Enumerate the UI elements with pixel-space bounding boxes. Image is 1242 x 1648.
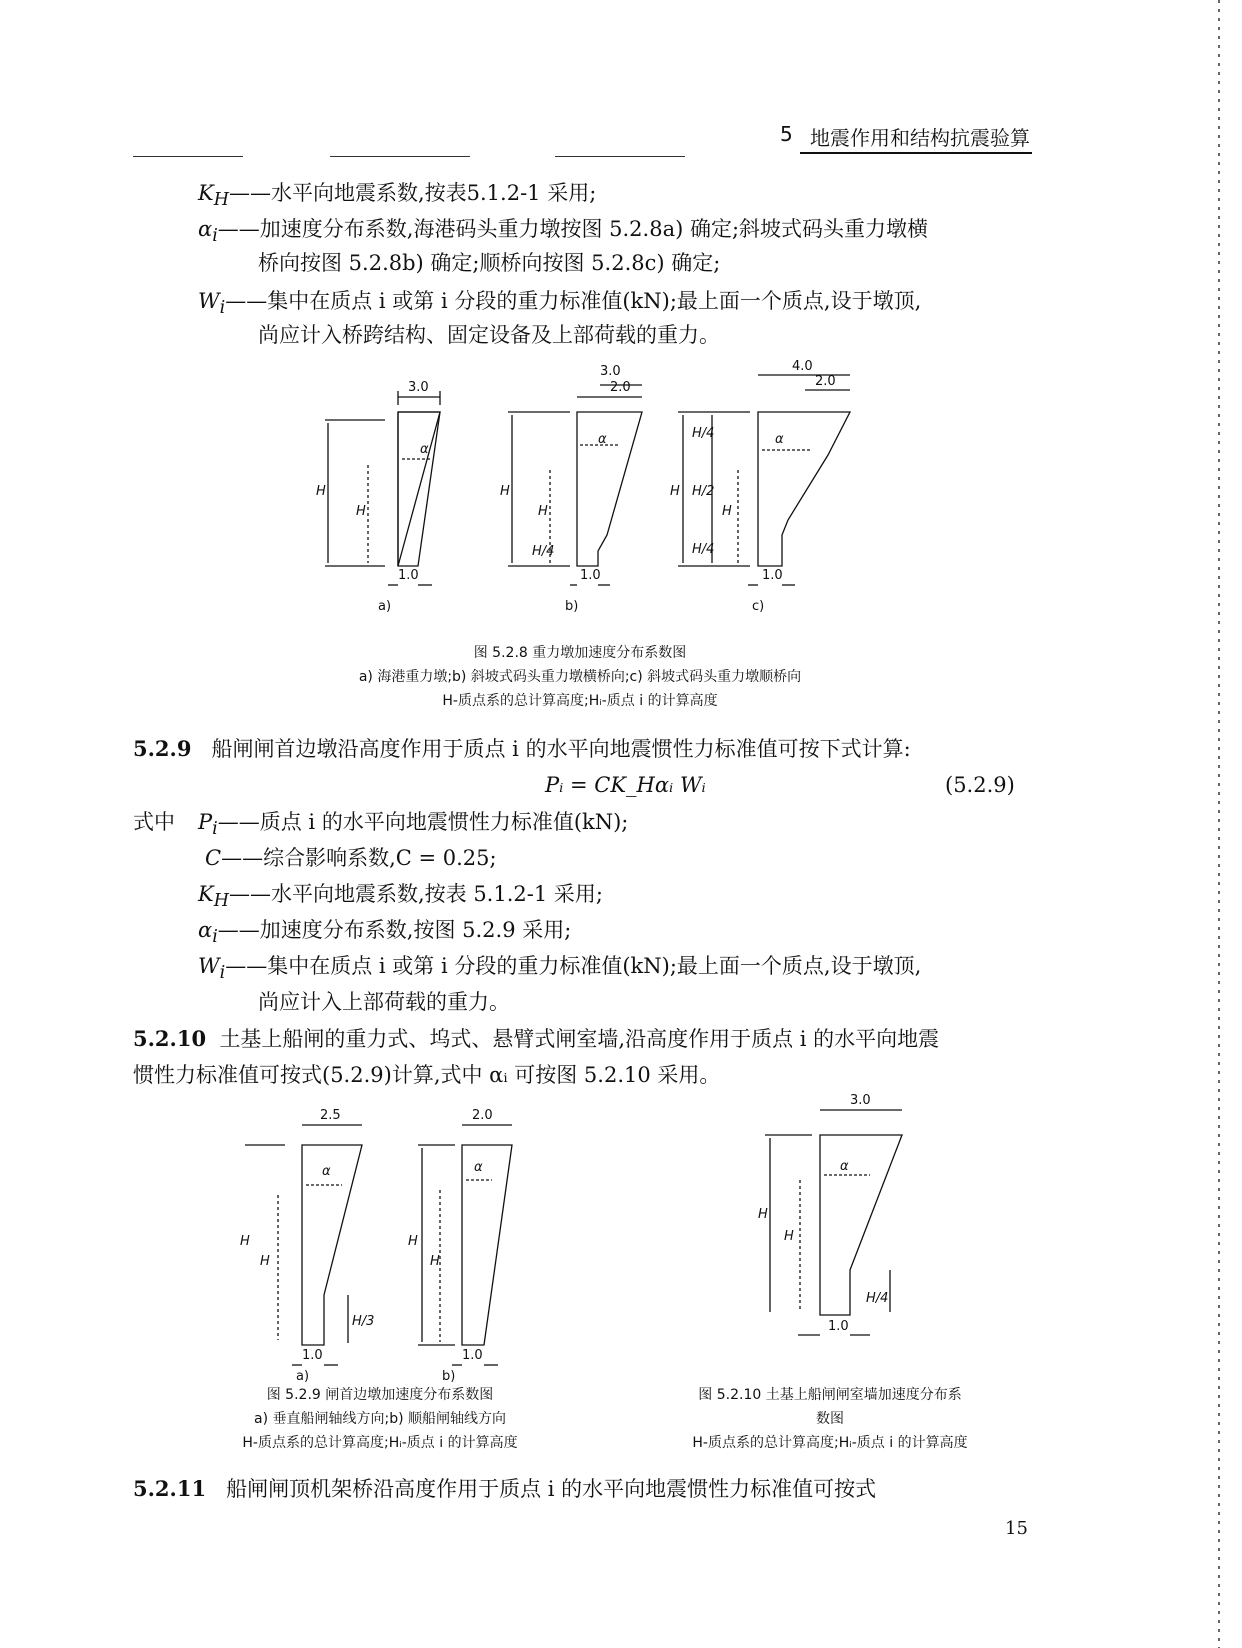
label-a-alpha: α xyxy=(322,1164,331,1179)
definition-alpha: $\alpha_i——$加速度分布系数,海港码头重力墩按图 5.2.8a) 确定;斜坡式码头重力墩横 xyxy=(198,217,929,247)
subfig-b: b) xyxy=(442,1369,456,1384)
dim-a-bottom: 1.0 xyxy=(398,568,419,583)
dim-c-top2: 2.0 xyxy=(815,374,836,389)
subfig-a: a) xyxy=(378,599,392,614)
subfig-a: a) xyxy=(296,1369,310,1384)
label-c-H4-top: H/4 xyxy=(692,426,715,441)
definition-alpha-2: $\alpha_i——$加速度分布系数,按图 5.2.9 采用; xyxy=(198,918,572,948)
label-b-Hi: H xyxy=(430,1254,440,1269)
section-5-2-11: 5.2.11 船闸闸顶机架桥沿高度作用于质点 i 的水平向地震惯性力标准值可按式 xyxy=(133,1476,877,1501)
pier-a-outline xyxy=(398,412,440,566)
label-b-H4: H/4 xyxy=(532,544,555,559)
section-5-2-10: 5.2.10 土基上船闸的重力式、坞式、悬臂式闸室墙,沿高度作用于质点 i 的水平向地震 xyxy=(133,1026,940,1051)
definition-w-2: $W_i——$集中在质点 i 或第 i 分段的重力标准值(kN);最上面一个质点,设于墩顶, xyxy=(198,954,922,984)
fig-5-2-10-caption-title: 图 5.2.10 土基上船闸闸室墙加速度分布系 xyxy=(698,1387,962,1403)
definition-w-cont: 尚应计入桥跨结构、固定设备及上部荷载的重力。 xyxy=(258,323,720,347)
definition-w: $W_i——$集中在质点 i 或第 i 分段的重力标准值(kN);最上面一个质点,设于墩顶, xyxy=(198,289,922,319)
dim-bottom: 1.0 xyxy=(828,1319,849,1334)
definition-w-2-cont: 尚应计入上部荷载的重力。 xyxy=(258,990,510,1014)
header-dash xyxy=(133,156,243,157)
dim-a-bottom: 1.0 xyxy=(302,1348,323,1363)
label-a-alpha: α xyxy=(420,442,429,457)
fig-5-2-10-caption-line3: H-质点系的总计算高度;Hᵢ-质点 i 的计算高度 xyxy=(692,1435,968,1451)
definition-kh: $K_H——$水平向地震系数,按表5.1.2-1 采用; xyxy=(198,181,597,211)
section-5-2-9: 5.2.9 船闸闸首边墩沿高度作用于质点 i 的水平向地震惯性力标准值可按下式计算: xyxy=(133,736,911,761)
label-c-H: H xyxy=(670,484,680,499)
label-c-alpha: α xyxy=(775,432,784,447)
label-H: H xyxy=(758,1207,768,1222)
fig-5-2-9-caption-line3: H-质点系的总计算高度;Hᵢ-质点 i 的计算高度 xyxy=(242,1435,518,1451)
section-5-2-10-line2: 惯性力标准值可按式(5.2.9)计算,式中 αᵢ 可按图 5.2.10 采用。 xyxy=(133,1063,721,1087)
header-chapter-number: 5 xyxy=(780,122,793,146)
label-a-H: H xyxy=(240,1234,250,1249)
label-b-alpha: α xyxy=(474,1160,483,1175)
label-c-H4-bottom: H/4 xyxy=(692,542,715,557)
figure-5-2-10 xyxy=(740,1090,1000,1360)
scan-edge xyxy=(1218,0,1220,1648)
dim-a-top: 3.0 xyxy=(408,380,429,395)
dim-b-top1: 3.0 xyxy=(600,364,621,379)
label-alpha: α xyxy=(840,1159,849,1174)
label-Hi: H xyxy=(784,1229,794,1244)
header-dash xyxy=(330,156,470,157)
header-chapter-title: 地震作用和结构抗震验算 xyxy=(810,126,1030,150)
label-a-H: H xyxy=(316,484,326,499)
subfig-b: b) xyxy=(565,599,579,614)
dim-b-bottom: 1.0 xyxy=(462,1348,483,1363)
label-c-Hi: H xyxy=(722,504,732,519)
label-b-H: H xyxy=(408,1234,418,1249)
label-a-Hi: H xyxy=(260,1254,270,1269)
label-b-alpha: α xyxy=(598,432,607,447)
fig-5-2-9-caption-line2: a) 垂直船闸轴线方向;b) 顺船闸轴线方向 xyxy=(253,1411,506,1427)
formula-number: (5.2.9) xyxy=(945,773,1015,797)
fig-5-2-8-caption-line2: a) 海港重力墩;b) 斜坡式码头重力墩横桥向;c) 斜坡式码头重力墩顺桥向 xyxy=(358,669,802,685)
dim-c-bottom: 1.0 xyxy=(762,568,783,583)
definition-p: $P_i——$质点 i 的水平向地震惯性力标准值(kN); xyxy=(198,810,629,840)
dim-a-top: 2.5 xyxy=(320,1108,341,1123)
label-c-H2: H/2 xyxy=(692,484,715,499)
page-number: 15 xyxy=(1005,1518,1028,1539)
label-b-H: H xyxy=(500,484,510,499)
dim-b-bottom: 1.0 xyxy=(580,568,601,583)
label-H4: H/4 xyxy=(866,1291,889,1306)
fig-5-2-8-caption-line3: H-质点系的总计算高度;Hᵢ-质点 i 的计算高度 xyxy=(442,693,718,709)
subfig-c: c) xyxy=(752,599,765,614)
dim-c-top1: 4.0 xyxy=(792,359,813,374)
dim-b-top: 2.0 xyxy=(472,1108,493,1123)
label-b-Hi: H xyxy=(538,504,548,519)
header-rule xyxy=(800,152,1032,154)
formula-5-2-9: Pᵢ = CK_Hαᵢ Wᵢ xyxy=(545,773,706,797)
label-a-H3: H/3 xyxy=(352,1314,375,1329)
definition-alpha-cont: 桥向按图 5.2.8b) 确定;顺桥向按图 5.2.8c) 确定; xyxy=(258,251,721,275)
pier-c-shape xyxy=(758,412,850,566)
where-lead: 式中 xyxy=(133,810,175,834)
definition-kh-2: $K_H——$水平向地震系数,按表 5.1.2-1 采用; xyxy=(198,882,603,912)
pier-b-shape xyxy=(577,412,642,566)
header-dash xyxy=(555,156,685,157)
fig-5-2-10-caption-title2: 数图 xyxy=(816,1411,844,1427)
fig-5-2-8-caption-title: 图 5.2.8 重力墩加速度分布系数图 xyxy=(473,645,687,661)
dim-top: 3.0 xyxy=(850,1093,871,1108)
label-a-Hi: H xyxy=(356,504,366,519)
figure-5-2-8 xyxy=(280,355,880,625)
figure-5-2-9 xyxy=(230,1095,550,1384)
definition-c: C——综合影响系数,C = 0.25; xyxy=(205,846,497,870)
pier-b-shape xyxy=(462,1145,512,1345)
dim-b-top2: 2.0 xyxy=(610,380,631,395)
fig-5-2-9-caption-title: 图 5.2.9 闸首边墩加速度分布系数图 xyxy=(266,1387,494,1403)
